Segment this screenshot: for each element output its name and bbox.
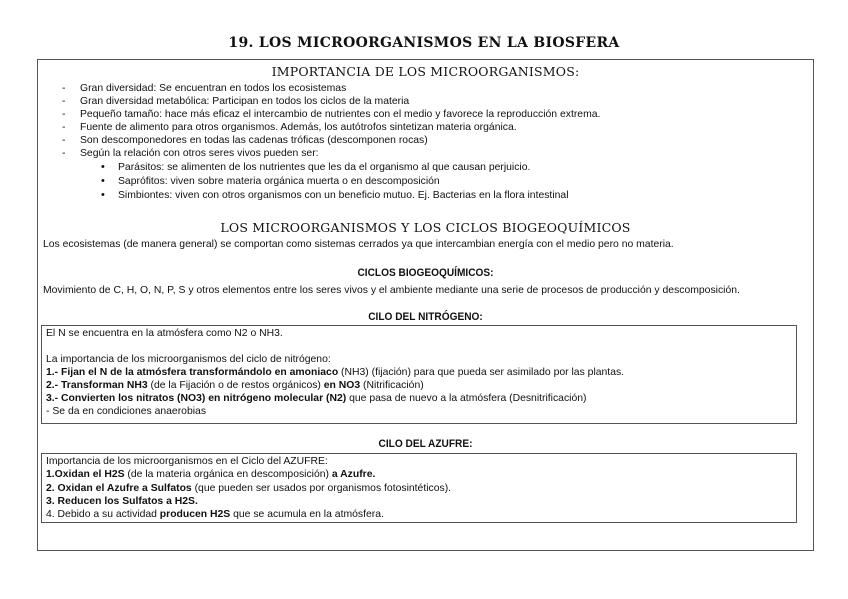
sub-list-item: • Simbiontes: viven con otros organismos con un beneficio mutuo. Ej. Bacterias en la flora intestinal xyxy=(118,189,569,202)
list-item: - Gran diversidad: Se encuentran en todos los ecosistemas xyxy=(80,82,346,95)
ciclos-bio-heading: CICLOS BIOGEOQUÍMICOS: xyxy=(357,267,494,279)
nitrogeno-heading: CILO DEL NITRÓGENO: xyxy=(368,311,483,323)
azufre-step-4: 4. Debido a su actividad producen H2S que se acumula en la atmósfera. xyxy=(46,509,384,520)
azufre-step-2: 2. Oxidan el Azufre a Sulfatos (que pueden ser usados por organismos fotosintéticos). xyxy=(46,483,452,494)
azufre-heading: CILO DEL AZUFRE: xyxy=(378,438,473,450)
nitrogeno-line: El N se encuentra en la atmósfera como N2 o NH3. xyxy=(46,328,283,339)
nitrogeno-step-3: 3.- Convierten los nitratos (NO3) en nitrógeno molecular (N2) que pasa de nuevo a la atmósfera (Desnitrificación) xyxy=(46,393,587,404)
list-item: - Según la relación con otros seres vivos pueden ser: xyxy=(80,147,319,160)
ciclos-section-heading: LOS MICROORGANISMOS Y LOS CICLOS BIOGEOQUÍMICOS xyxy=(220,220,631,235)
ciclos-section-text: Los ecosistemas (de manera general) se comportan como sistemas cerrados ya que intercambian energía con el medio pero no materia. xyxy=(43,239,674,250)
ciclos-bio-text: Movimiento de C, H, O, N, P, S y otros elementos entre los seres vivos y el ambiente mediante una serie de procesos de producción y descomposición. xyxy=(43,285,740,296)
nitrogeno-step-2: 2.- Transforman NH3 (de la Fijación o de restos orgánicos) en NO3 (Nitrificación) xyxy=(46,380,424,391)
nitrogeno-step-1: 1.- Fijan el N de la atmósfera transformándolo en amoniaco (NH3) (fijación) para que pueda ser asimilado por las plantas. xyxy=(46,367,625,378)
nitrogeno-note: - Se da en condiciones anaerobias xyxy=(46,406,207,417)
page-title: 19. LOS MICROORGANISMOS EN LA BIOSFERA xyxy=(228,35,620,51)
list-item: - Pequeño tamaño: hace más eficaz el intercambio de nutrientes con el medio y favorece la reproducción extrema. xyxy=(80,108,600,121)
importancia-heading: IMPORTANCIA DE LOS MICROORGANISMOS: xyxy=(271,64,580,79)
list-item: - Fuente de alimento para otros organismos. Además, los autótrofos sintetizan materia orgánica. xyxy=(80,121,517,134)
content-frame xyxy=(37,59,814,551)
nitrogeno-box xyxy=(41,325,797,424)
azufre-box xyxy=(41,453,797,523)
azufre-step-3: 3. Reducen los Sulfatos a H2S. xyxy=(46,496,198,507)
sub-list-item: • Saprófitos: viven sobre materia orgánica muerta o en descomposición xyxy=(118,175,440,188)
nitrogeno-line: La importancia de los microorganismos del ciclo de nitrógeno: xyxy=(46,354,331,365)
list-item: - Gran diversidad metabólica: Participan en todos los ciclos de la materia xyxy=(80,95,409,108)
azufre-step-1: 1.Oxidan el H2S (de la materia orgánica en descomposición) a Azufre. xyxy=(46,469,376,480)
azufre-line: Importancia de los microorganismos en el Ciclo del AZUFRE: xyxy=(46,456,328,467)
sub-list-item: • Parásitos: se alimenten de los nutrientes que les da el organismo al que causan perjuicio. xyxy=(118,161,530,174)
list-item: - Son descomponedores en todas las cadenas tróficas (descomponen rocas) xyxy=(80,134,428,147)
